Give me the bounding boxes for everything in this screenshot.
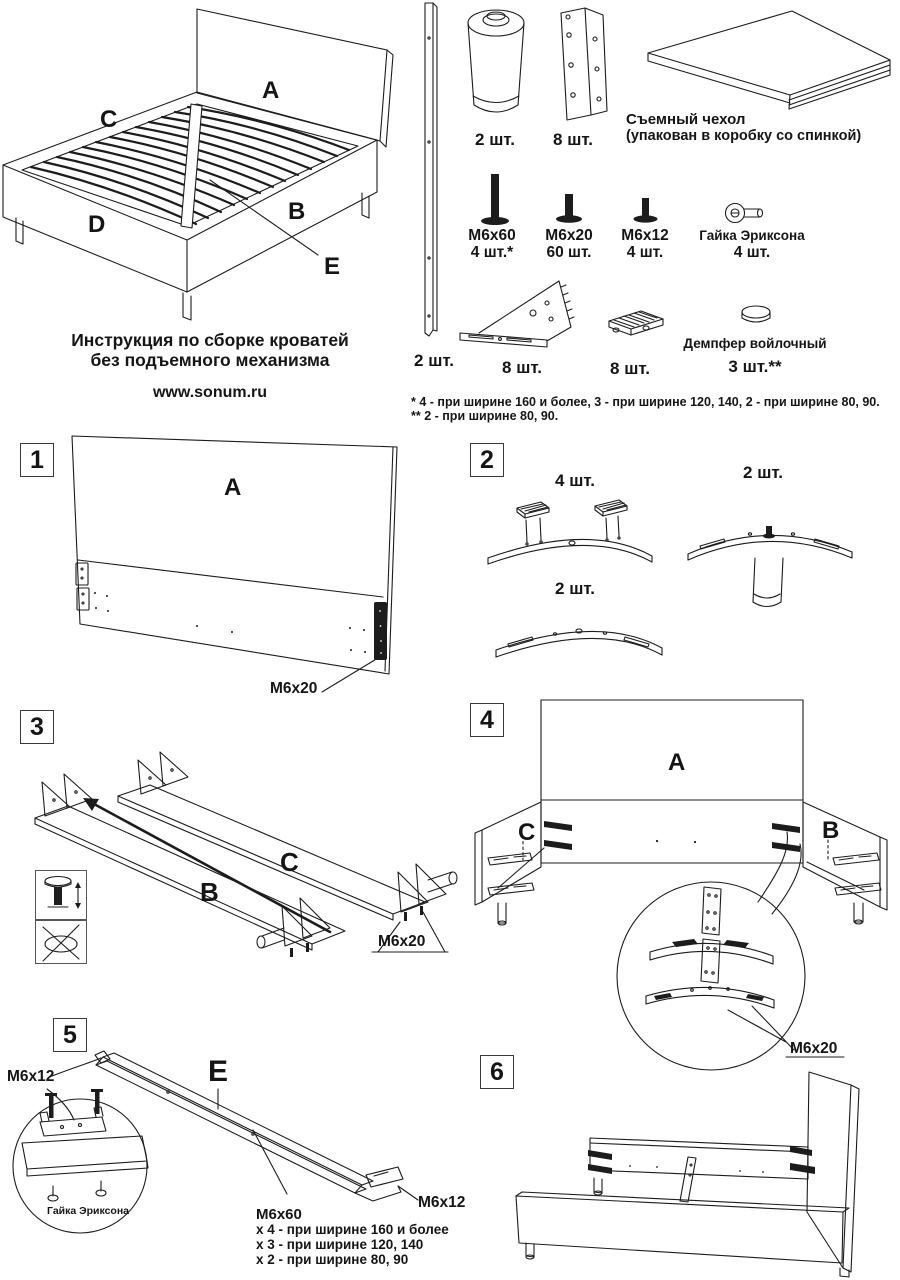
step5-fastener-left-label: M6x12	[7, 1068, 55, 1085]
cover-drawing	[640, 5, 898, 117]
bolt-m6x60-name: M6x60	[468, 227, 516, 244]
step4-label-a: A	[668, 749, 686, 776]
step3-label-c: C	[280, 847, 299, 877]
bolt-m6x12-drawing	[628, 196, 662, 228]
step3-number: 3	[20, 710, 54, 744]
step1-fastener-label: M6x20	[270, 680, 318, 697]
cover-subtitle: (упакован в коробку со спинкой)	[626, 128, 862, 144]
long-strip-qty: 2 шт.	[414, 351, 454, 370]
bolt-m6x60-qty: 4 шт.*	[470, 244, 514, 261]
step2-drawing	[460, 430, 900, 680]
step5-fastener-center-label: M6x60	[256, 1206, 302, 1223]
bed-leg-qty: 2 шт.	[475, 130, 515, 149]
step5-fastener-right-label: M6x12	[418, 1194, 466, 1211]
prohibition-hint-box	[35, 920, 87, 964]
bolt-m6x60-drawing	[478, 172, 512, 228]
bolt-m6x20-qty: 60 шт.	[546, 244, 592, 261]
damper-plate-assembly	[488, 500, 652, 564]
step6-number: 6	[480, 1055, 514, 1089]
bed-overview-drawing	[0, 0, 420, 330]
step5-qty-note3: x 2 - при ширине 80, 90	[256, 1252, 409, 1267]
overview-label-e: E	[324, 253, 341, 280]
step4-number: 4	[470, 703, 504, 737]
cover-title: Съемный чехол	[626, 111, 746, 128]
corner-bracket-qty: 8 шт.	[553, 130, 593, 149]
bolt-m6x20-name: M6x20	[545, 227, 593, 244]
step5-number: 5	[53, 1018, 87, 1052]
step4-label-b: B	[822, 817, 840, 844]
angle-bracket-qty: 8 шт.	[502, 358, 542, 377]
do-not-unscrew-icon	[36, 921, 86, 963]
bolt-m6x12-name: M6x12	[621, 227, 669, 244]
footnote-2: ** 2 - при ширине 80, 90.	[411, 409, 559, 423]
step2-number: 2	[470, 443, 504, 477]
overview-label-d: D	[88, 211, 106, 238]
height-adjust-icon	[36, 871, 86, 919]
damper-pad-drawing	[600, 308, 672, 346]
felt-damper-qty: 3 шт.**	[728, 357, 782, 376]
step2-qty-dampers: 4 шт.	[555, 471, 595, 490]
step6-drawing	[460, 1050, 900, 1280]
bolt-m6x20-drawing	[552, 192, 586, 228]
leg-plate-assembly	[688, 526, 852, 607]
beam-bracket-detail	[22, 1089, 148, 1201]
step3-fastener-label: M6x20	[378, 933, 426, 950]
corner-bracket-drawing	[545, 3, 611, 125]
doc-title-line2: без подъемного механизма	[90, 350, 330, 370]
step5-label-e: E	[208, 1055, 229, 1088]
bed-leg-drawing	[460, 3, 532, 125]
step2-qty-leg-plates: 2 шт.	[743, 463, 783, 482]
step3-label-b: B	[200, 877, 219, 907]
erikson-nut-drawing	[722, 200, 770, 226]
doc-title-line1: Инструкция по сборке кроватей	[71, 330, 349, 350]
step4-fastener-label: M6x20	[790, 1040, 838, 1057]
step1-number: 1	[20, 443, 54, 477]
footnote-1: * 4 - при ширине 160 и более, 3 - при ширине 120, 140, 2 - при ширине 80, 90.	[411, 395, 880, 409]
overview-label-c: C	[100, 106, 118, 133]
corner-joint-detail	[646, 887, 774, 1008]
overview-label-b: B	[288, 198, 306, 225]
leg-height-hint-box	[35, 870, 87, 920]
step1-drawing	[0, 430, 460, 700]
website-url: www.sonum.ru	[152, 384, 268, 401]
step1-label-a: A	[224, 474, 242, 501]
step5-qty-note1: x 4 - при ширине 160 и более	[256, 1222, 449, 1237]
headboard-panel	[197, 9, 393, 147]
felt-damper-drawing	[735, 303, 779, 329]
felt-damper-name: Демпфер войлочный	[683, 336, 827, 351]
plain-plate	[496, 629, 662, 657]
overview-label-a: A	[262, 77, 280, 104]
step4-label-c: C	[518, 819, 536, 846]
bolt-m6x12-qty: 4 шт.	[626, 244, 664, 261]
step2-qty-plain-plates: 2 шт.	[555, 579, 595, 598]
angle-bracket-drawing	[455, 275, 595, 355]
step5-qty-note2: x 3 - при ширине 120, 140	[256, 1237, 424, 1252]
center-beam	[181, 104, 202, 228]
damper-pad-qty: 8 шт.	[610, 359, 650, 378]
step5-nut-label: Гайка Эриксона	[47, 1205, 130, 1217]
erikson-nut-name: Гайка Эриксона	[699, 228, 805, 243]
erikson-nut-qty: 4 шт.	[733, 244, 771, 261]
